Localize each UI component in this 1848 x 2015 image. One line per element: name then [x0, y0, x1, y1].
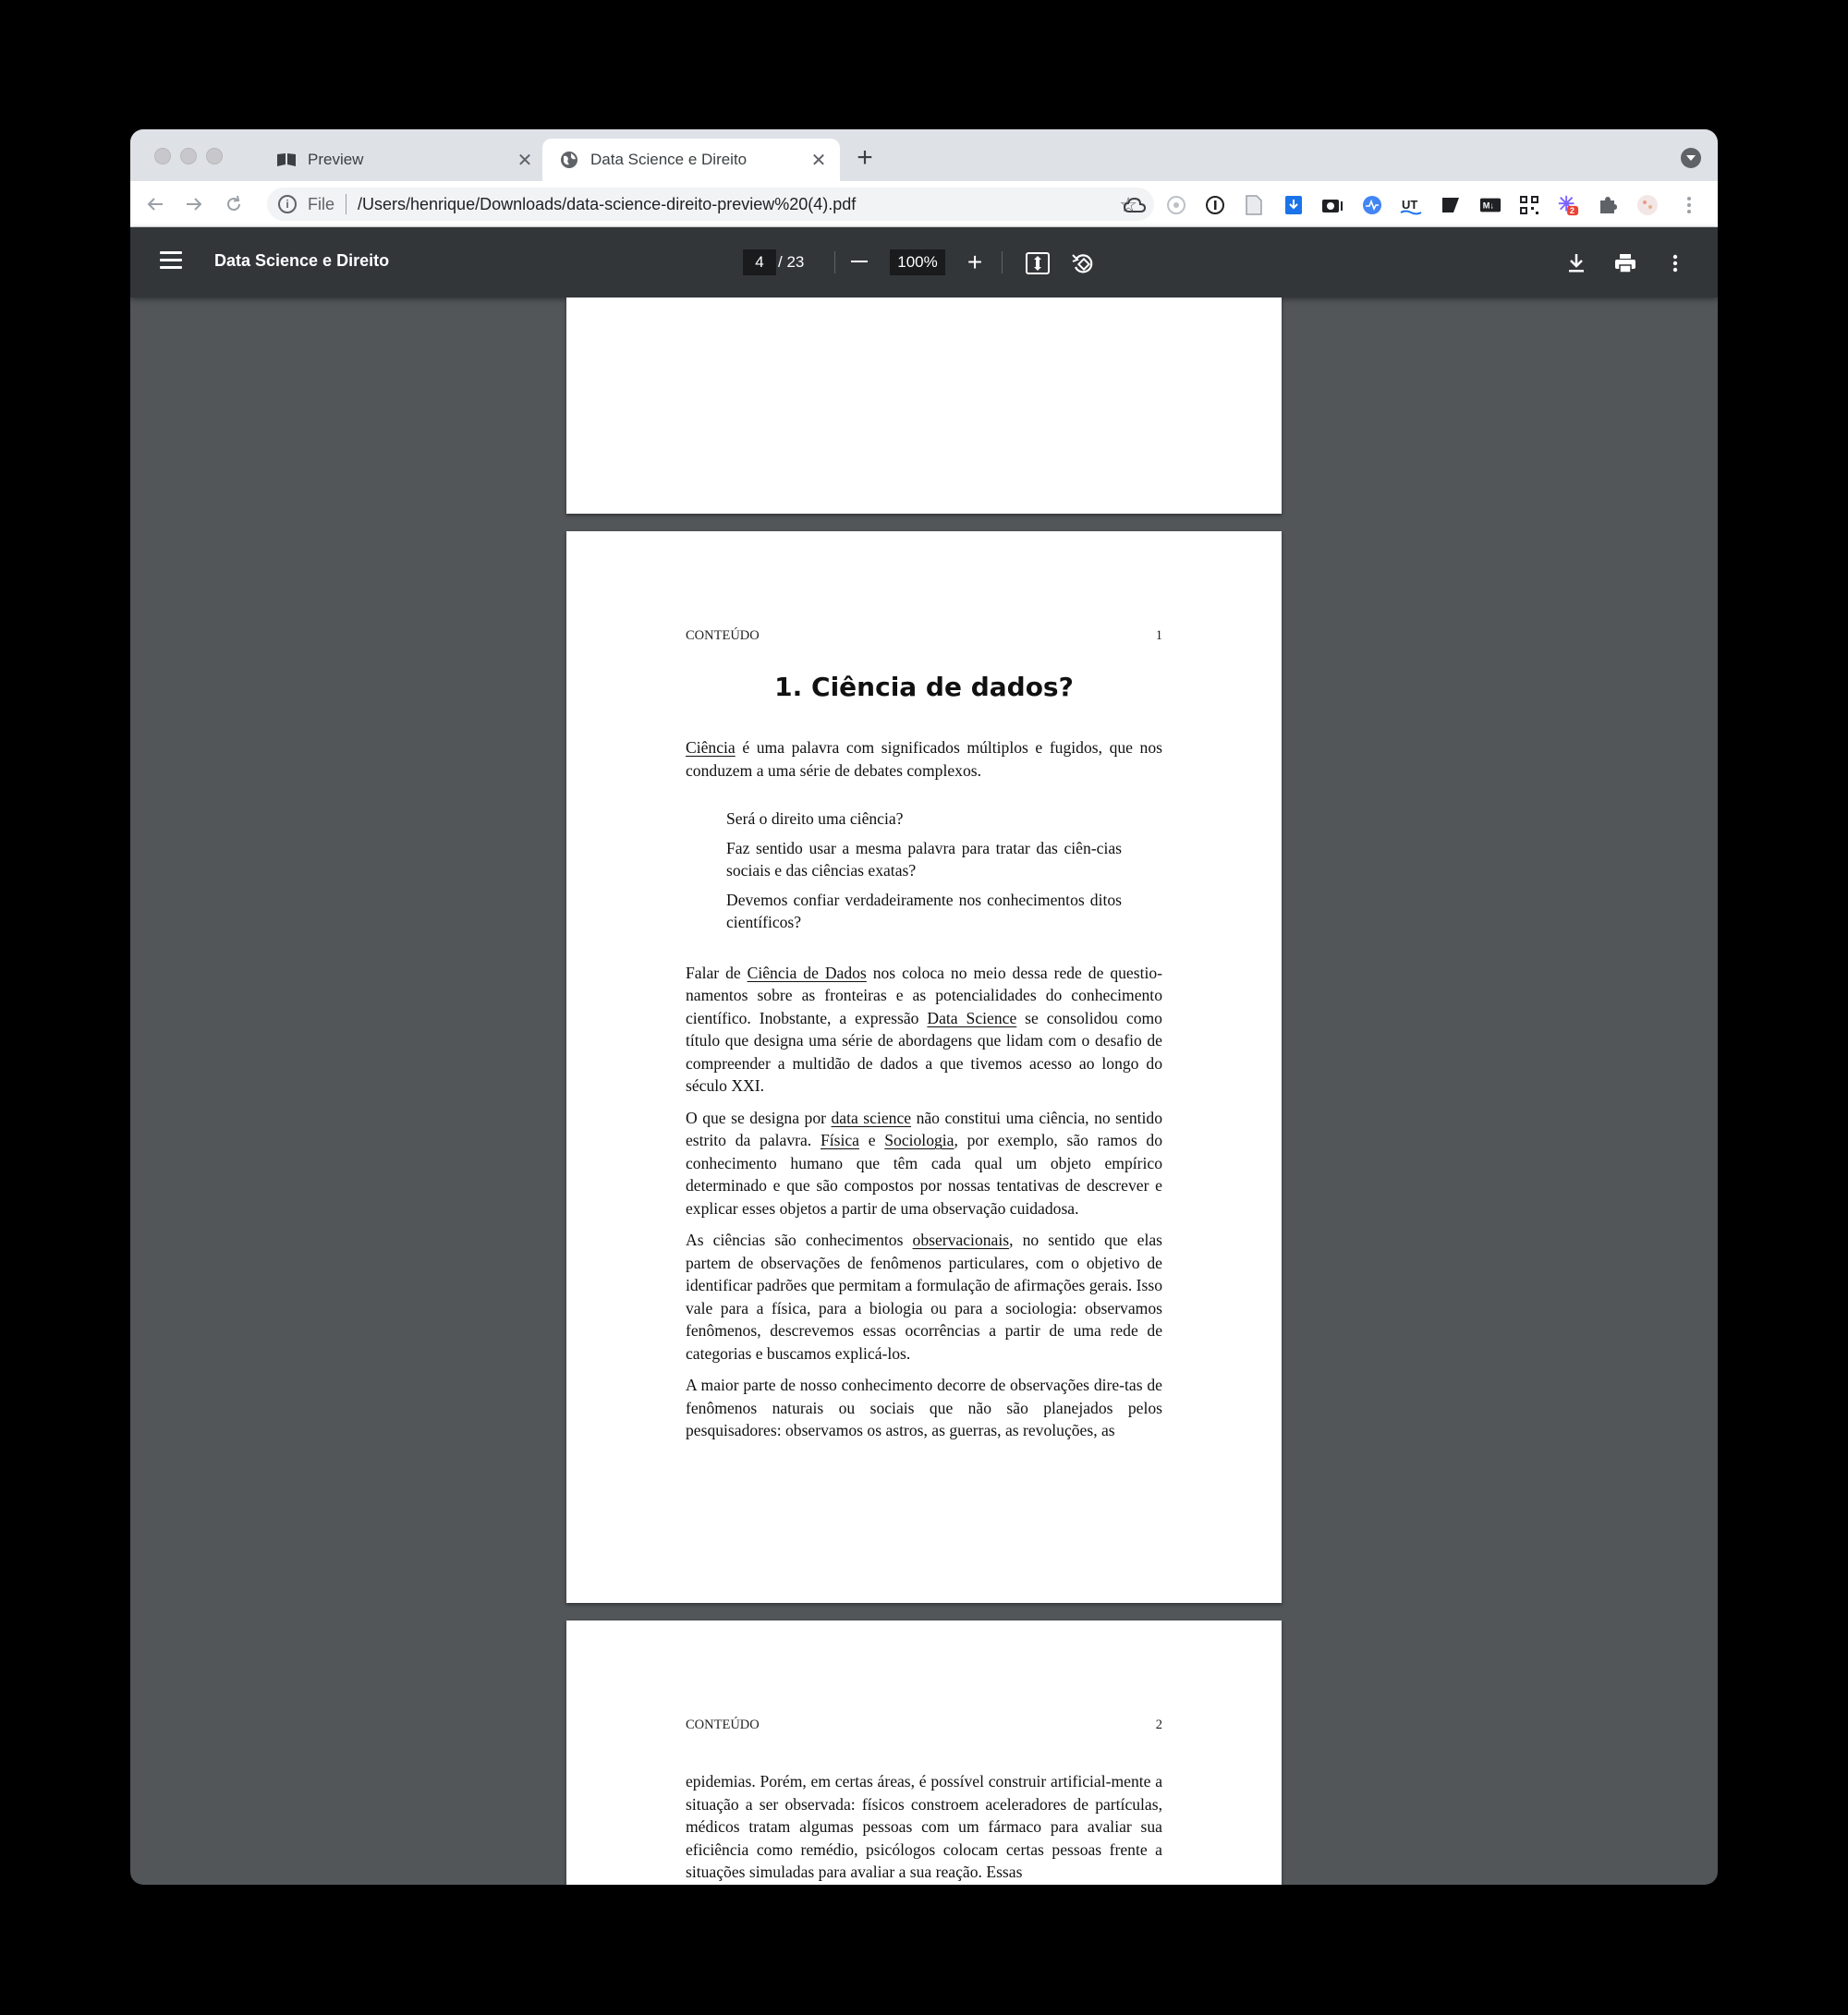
svg-text:UT: UT — [1402, 198, 1418, 212]
document-icon[interactable] — [1243, 194, 1265, 216]
tab-strip — [130, 129, 1718, 181]
paragraph: Falar de Ciência de Dados nos coloca no meio dessa rede de questio-namentos sobre as fronteiras e as potencialidades do conhecimento científico. Inobstante, a expressão Data Science se consolidou como título que designa uma série de abordagens que lidam com o desafio de compreender a multidão de dados a que tivemos acesso ao longo do século XXI. — [686, 963, 1162, 1095]
zoom-in-button[interactable]: + — [967, 248, 983, 276]
hamburger-menu-icon[interactable] — [160, 251, 182, 270]
reload-icon — [225, 195, 243, 213]
back-arrow-icon — [146, 195, 164, 213]
svg-text:M↓: M↓ — [1482, 200, 1494, 211]
book-icon — [276, 150, 297, 170]
question-list — [686, 807, 1162, 934]
running-head-title: CONTEÚDO — [686, 628, 760, 643]
bookmark-star-icon[interactable]: ☆ — [1119, 193, 1137, 216]
info-icon[interactable]: i — [278, 195, 297, 213]
page-number: 1 — [1155, 628, 1162, 643]
running-head — [686, 1718, 1162, 1733]
tab-title: Preview — [308, 151, 364, 168]
pdf-toolbar — [130, 227, 1718, 297]
fit-to-page-icon[interactable] — [1024, 249, 1052, 277]
sparkle-extension-icon[interactable] — [1557, 194, 1579, 216]
camera-icon[interactable] — [1321, 194, 1343, 216]
term-link[interactable]: Física — [820, 1131, 859, 1149]
divider — [834, 251, 835, 273]
term-link[interactable]: Ciência — [686, 738, 736, 757]
question-item: Faz sentido usar a mesma palavra para tratar das ciên-cias sociais e das ciências exatas? — [726, 838, 1122, 880]
markdown-icon[interactable] — [1479, 194, 1502, 216]
pdf-title: Data Science e Direito — [214, 251, 390, 270]
paragraph: A maior parte de nosso conhecimento decorre de observações dire-tas de fenômenos naturais ou sociais que não são planejados pelos pesquisadores: observamos os astros, as guerras, as revoluções, as — [686, 1376, 1162, 1439]
page-body — [686, 736, 1162, 1451]
steering-wheel-icon[interactable] — [1165, 194, 1187, 216]
page-number-input[interactable]: 4 — [743, 249, 776, 275]
page-body — [686, 1770, 1162, 1885]
paragraph: epidemias. Porém, em certas áreas, é possível construir artificial-mente a situação a ser observada: físicos constroem aceleradores de partículas, médicos tratam algumas pessoas com um fármaco para avaliar sua eficiência como remédio, psicólogos colocam certas pessoas frente a situações simuladas para avaliar a sua reação. Essas — [686, 1772, 1162, 1881]
question-item: Será o direito uma ciência? — [726, 809, 904, 828]
profile-avatar[interactable] — [1636, 194, 1659, 216]
download-extension-icon[interactable] — [1283, 194, 1305, 216]
zoom-out-button[interactable] — [851, 261, 868, 262]
puzzle-icon[interactable] — [1597, 194, 1619, 216]
print-icon[interactable] — [1611, 249, 1639, 277]
term-link[interactable]: Ciência de Dados — [747, 963, 867, 982]
divider — [1002, 251, 1003, 273]
tab-data-science[interactable] — [542, 139, 840, 181]
maximize-window-button[interactable] — [206, 148, 223, 164]
extension-badge: 2 — [1569, 206, 1574, 216]
paragraph: Ciência é uma palavra com significados múltiplos e fugidos, que nos conduzem a uma série de debates complexos. — [686, 738, 1162, 780]
page-number: 2 — [1155, 1718, 1162, 1732]
new-tab-button[interactable]: + — [857, 142, 873, 173]
pdf-page-current — [566, 531, 1282, 1603]
forward-button[interactable] — [180, 190, 208, 218]
back-button[interactable] — [141, 190, 169, 218]
tab-title: Data Science e Direito — [590, 151, 748, 168]
reload-button[interactable] — [220, 190, 248, 218]
close-icon[interactable]: ✕ — [517, 150, 533, 171]
page-total: / 23 — [778, 253, 805, 271]
qr-code-icon[interactable] — [1518, 194, 1540, 216]
cloud-icon[interactable] — [1124, 194, 1146, 216]
question-item: Devemos confiar verdadeiramente nos conhecimentos ditos científicos? — [726, 890, 1122, 931]
address-bar[interactable] — [267, 188, 1154, 221]
paragraph: O que se designa por data science não constitui uma ciência, no sentido estrito da palavra. Física e Sociologia, por exemplo, são ramos do conhecimento humano que têm cada qual um objeto empírico determinado e que são compostos por nossas tentativas de descrever e explicar esses objetos a partir de uma observação cuidadosa. — [686, 1108, 1162, 1218]
minimize-window-button[interactable] — [180, 148, 197, 164]
term-link[interactable]: Sociologia — [884, 1131, 954, 1149]
term-link[interactable]: data science — [831, 1108, 912, 1127]
tab-preview[interactable] — [250, 139, 546, 181]
more-options-icon[interactable] — [1661, 249, 1689, 277]
browser-window — [130, 129, 1718, 1885]
globe-icon — [559, 150, 579, 170]
pulse-icon[interactable] — [1361, 194, 1383, 216]
running-head — [686, 628, 1162, 644]
pdf-page-previous — [566, 297, 1282, 514]
term-link[interactable]: Data Science — [927, 1008, 1017, 1027]
rotate-icon[interactable] — [1069, 249, 1097, 277]
tab-search-icon[interactable] — [1681, 148, 1701, 168]
browser-toolbar — [130, 181, 1718, 227]
kebab-menu-icon[interactable] — [1678, 194, 1700, 216]
scheme-label: File — [308, 194, 335, 213]
ut-extension-icon[interactable] — [1400, 194, 1422, 216]
forward-arrow-icon — [185, 195, 203, 213]
close-window-button[interactable] — [154, 148, 171, 164]
password-manager-icon[interactable] — [1204, 194, 1226, 216]
zoom-input[interactable]: 100% — [890, 249, 945, 275]
chapter-heading: 1. Ciência de dados? — [774, 672, 1074, 702]
pdf-page-next — [566, 1620, 1282, 1885]
flag-icon[interactable] — [1440, 194, 1462, 216]
paragraph: As ciências são conhecimentos observacionais, no sentido que elas partem de observações de fenômenos particulares, com o objetivo de identificar padrões que permitam a formulação de afirmações gerais. Isso vale para a física, para a biologia ou para a sociologia: observamos fenômenos, descrevemos essas ocorrências a partir de uma rede de categorias e buscamos explicá-los. — [686, 1231, 1162, 1363]
term-link[interactable]: observacionais — [912, 1231, 1010, 1249]
download-icon[interactable] — [1562, 249, 1590, 277]
url-text[interactable]: /Users/henrique/Downloads/data-science-direito-preview%20(4).pdf — [358, 194, 857, 213]
running-head-title: CONTEÚDO — [686, 1718, 760, 1732]
close-icon[interactable]: ✕ — [810, 150, 827, 171]
